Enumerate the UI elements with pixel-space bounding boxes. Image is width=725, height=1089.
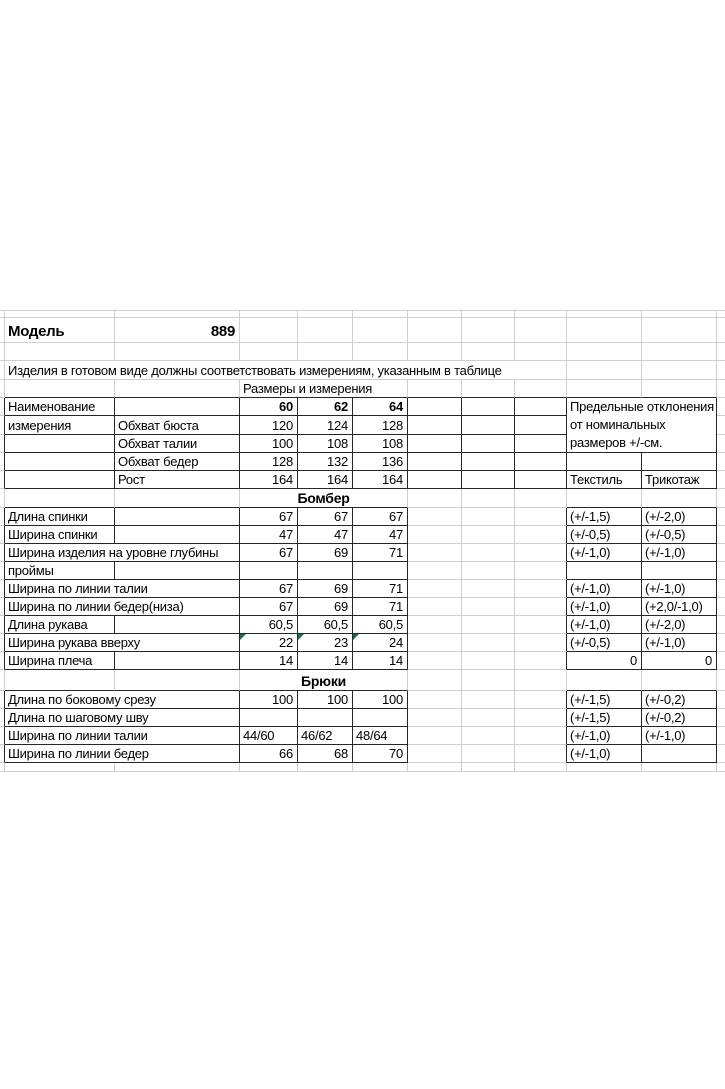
empty-cell[interactable] — [408, 508, 462, 526]
empty-cell[interactable] — [408, 709, 462, 727]
grid-cell — [717, 380, 725, 398]
empty-cell[interactable] — [515, 471, 567, 489]
row-label-cell[interactable]: Длина рукава — [5, 616, 115, 634]
textile-tolerance-cell[interactable]: (+/-1,5) — [567, 709, 642, 727]
knit-tolerance-cell[interactable]: (+/-0,5) — [642, 526, 717, 544]
empty-cell[interactable] — [115, 670, 240, 691]
tolerance-header-cell[interactable] — [567, 398, 717, 453]
grid-cell — [717, 745, 725, 763]
grid-cell — [717, 616, 725, 634]
grid-cell — [462, 763, 515, 772]
empty-cell[interactable] — [408, 598, 462, 616]
empty-cell[interactable] — [115, 508, 240, 526]
value-cell[interactable]: 71 — [353, 544, 408, 562]
measure-value-cell[interactable]: 124 — [298, 416, 353, 434]
grid-cell — [717, 361, 725, 380]
sheet-body — [0, 310, 725, 772]
tolerance-title-line: Предельные отклонения — [570, 399, 714, 414]
empty-cell[interactable] — [408, 471, 462, 489]
grid-cell — [567, 343, 642, 361]
textile-tolerance-cell[interactable]: (+/-0,5) — [567, 634, 642, 652]
empty-cell[interactable] — [408, 652, 462, 670]
knit-tolerance-cell[interactable] — [642, 745, 717, 763]
grid-cell — [717, 471, 725, 489]
measure-value-cell[interactable]: 164 — [298, 471, 353, 489]
empty-cell[interactable] — [5, 471, 115, 489]
grid-cell — [717, 508, 725, 526]
empty-cell[interactable] — [408, 691, 462, 709]
grid-cell — [717, 398, 725, 416]
value-cell[interactable]: 60,5 — [298, 616, 353, 634]
textile-tolerance-cell[interactable]: (+/-1,0) — [567, 745, 642, 763]
row-label-cell[interactable]: проймы — [5, 562, 115, 580]
empty-cell[interactable] — [462, 709, 515, 727]
knit-tolerance-cell[interactable]: (+/-1,0) — [642, 580, 717, 598]
grid-cell — [408, 763, 462, 772]
value-cell[interactable]: 44/60 — [240, 727, 298, 745]
empty-cell[interactable] — [462, 508, 515, 526]
empty-cell[interactable] — [515, 709, 567, 727]
cell-value: 22 — [279, 635, 293, 650]
grid-cell — [717, 318, 725, 343]
tolerance-title-line: размеров +/-см. — [570, 435, 663, 450]
measure-value-cell[interactable]: 128 — [353, 416, 408, 434]
empty-cell[interactable] — [462, 453, 515, 471]
value-cell[interactable]: 48/64 — [353, 727, 408, 745]
knit-tolerance-cell[interactable] — [642, 562, 717, 580]
empty-cell[interactable] — [462, 380, 515, 398]
grid-cell — [5, 310, 115, 318]
value-cell[interactable]: 69 — [298, 580, 353, 598]
grid-cell — [115, 310, 240, 318]
empty-cell[interactable] — [408, 580, 462, 598]
empty-cell[interactable] — [642, 489, 717, 508]
empty-cell[interactable] — [408, 526, 462, 544]
grid-cell — [462, 343, 515, 361]
grid-cell — [298, 763, 353, 772]
empty-cell[interactable] — [462, 745, 515, 763]
size-header-cell[interactable]: 62 — [298, 398, 353, 416]
empty-cell[interactable] — [462, 580, 515, 598]
grid-cell — [353, 763, 408, 772]
measure-label-cell[interactable]: Обхват бюста — [115, 416, 240, 434]
textile-tolerance-cell[interactable]: (+/-0,5) — [567, 526, 642, 544]
textile-tolerance-cell[interactable]: (+/-1,0) — [567, 544, 642, 562]
value-cell[interactable] — [353, 634, 408, 652]
grid-cell — [642, 318, 717, 343]
empty-cell[interactable] — [462, 544, 515, 562]
grid-cell — [642, 310, 717, 318]
note-cell[interactable]: Изделия в готовом виде должны соответствовать измерениям, указанным в таблице — [5, 361, 567, 380]
grid-cell — [298, 343, 353, 361]
empty-cell[interactable] — [408, 616, 462, 634]
grid-cell — [115, 343, 240, 361]
value-cell[interactable]: 60,5 — [353, 616, 408, 634]
textile-tolerance-cell[interactable] — [567, 562, 642, 580]
row-label-cell[interactable]: Ширина по линии талии — [5, 580, 240, 598]
textile-tolerance-cell[interactable]: (+/-1,0) — [567, 598, 642, 616]
empty-cell[interactable] — [115, 526, 240, 544]
measure-value-cell[interactable]: 128 — [240, 453, 298, 471]
error-flag-icon — [240, 634, 246, 640]
grid-cell — [717, 310, 725, 318]
value-cell[interactable] — [298, 562, 353, 580]
grid-cell — [717, 435, 725, 453]
value-cell[interactable]: 71 — [353, 580, 408, 598]
value-cell[interactable] — [353, 709, 408, 727]
grid-cell — [515, 343, 567, 361]
grid-cell — [717, 526, 725, 544]
textile-tolerance-cell[interactable]: 0 — [567, 652, 642, 670]
measure-value-cell[interactable]: 164 — [353, 471, 408, 489]
row-label-cell[interactable]: Ширина рукава вверху — [5, 634, 240, 652]
grid-cell — [567, 310, 642, 318]
empty-cell[interactable] — [115, 380, 240, 398]
empty-cell[interactable] — [5, 489, 115, 508]
grid-cell — [717, 562, 725, 580]
grid-cell — [353, 310, 408, 318]
empty-cell[interactable] — [115, 489, 240, 508]
knit-tolerance-cell[interactable]: (+2,0/-1,0) — [642, 598, 717, 616]
tolerance-title-line: от номинальных — [570, 417, 666, 432]
grid-cell — [298, 318, 353, 343]
grid-cell — [717, 416, 725, 434]
grid-cell — [717, 670, 725, 691]
knit-tolerance-cell[interactable]: (+/-2,0) — [642, 508, 717, 526]
value-cell[interactable]: 68 — [298, 745, 353, 763]
grid-cell — [717, 489, 725, 508]
knit-tolerance-cell[interactable]: (+/-0,2) — [642, 709, 717, 727]
grid-cell — [717, 598, 725, 616]
knit-header-cell[interactable]: Трикотаж — [642, 471, 717, 489]
textile-tolerance-cell[interactable]: (+/-1,5) — [567, 508, 642, 526]
empty-cell[interactable] — [408, 435, 462, 453]
empty-cell[interactable] — [462, 616, 515, 634]
empty-cell[interactable] — [515, 416, 567, 434]
empty-cell[interactable] — [515, 670, 567, 691]
grid-cell — [240, 763, 298, 772]
empty-cell[interactable] — [462, 634, 515, 652]
grid-cell — [353, 343, 408, 361]
empty-cell[interactable] — [462, 471, 515, 489]
measure-value-cell[interactable]: 132 — [298, 453, 353, 471]
empty-cell[interactable] — [462, 598, 515, 616]
empty-cell[interactable] — [115, 652, 240, 670]
empty-cell[interactable] — [462, 727, 515, 745]
measure-label-cell[interactable]: Обхват талии — [115, 435, 240, 453]
empty-cell[interactable] — [408, 562, 462, 580]
textile-tolerance-cell[interactable]: (+/-1,5) — [567, 691, 642, 709]
grid-cell — [717, 652, 725, 670]
grid-cell — [408, 318, 462, 343]
grid-cell — [717, 691, 725, 709]
grid-cell — [353, 318, 408, 343]
empty-cell[interactable] — [567, 489, 642, 508]
value-cell[interactable]: 70 — [353, 745, 408, 763]
row-label-cell[interactable]: Ширина по линии талии — [5, 727, 240, 745]
empty-cell[interactable] — [462, 652, 515, 670]
value-cell[interactable]: 14 — [353, 652, 408, 670]
textile-tolerance-cell[interactable]: (+/-1,0) — [567, 580, 642, 598]
value-cell[interactable]: 100 — [298, 691, 353, 709]
row-label-cell[interactable]: Ширина по линии бедер(низа) — [5, 598, 240, 616]
empty-cell[interactable] — [515, 652, 567, 670]
header-name-cell[interactable]: Наименование — [5, 398, 115, 416]
empty-cell[interactable] — [408, 453, 462, 471]
grid-cell — [240, 343, 298, 361]
empty-cell[interactable] — [515, 634, 567, 652]
grid-cell — [115, 763, 240, 772]
value-cell[interactable]: 67 — [240, 598, 298, 616]
value-cell[interactable]: 67 — [298, 508, 353, 526]
empty-cell[interactable] — [515, 489, 567, 508]
measure-value-cell[interactable]: 108 — [298, 435, 353, 453]
empty-cell[interactable] — [515, 380, 567, 398]
knit-tolerance-cell[interactable]: (+/-0,2) — [642, 691, 717, 709]
empty-cell[interactable] — [515, 727, 567, 745]
empty-cell[interactable] — [462, 489, 515, 508]
value-cell[interactable]: 14 — [298, 652, 353, 670]
empty-cell[interactable] — [567, 380, 642, 398]
spreadsheet-table — [0, 310, 725, 772]
row-label-cell[interactable]: Ширина плеча — [5, 652, 115, 670]
empty-cell[interactable] — [515, 691, 567, 709]
measure-label-cell[interactable]: Рост — [115, 471, 240, 489]
empty-cell[interactable] — [408, 727, 462, 745]
measure-value-cell[interactable]: 120 — [240, 416, 298, 434]
empty-cell[interactable] — [462, 398, 515, 416]
value-cell[interactable] — [240, 562, 298, 580]
grid-cell — [408, 310, 462, 318]
knit-tolerance-cell[interactable]: (+/-1,0) — [642, 727, 717, 745]
empty-cell[interactable] — [515, 453, 567, 471]
grid-cell — [567, 361, 642, 380]
measure-value-cell[interactable]: 136 — [353, 453, 408, 471]
value-cell[interactable]: 69 — [298, 598, 353, 616]
empty-cell[interactable] — [642, 380, 717, 398]
grid-cell — [567, 763, 642, 772]
table-title-cell[interactable]: Размеры и измерения — [240, 380, 408, 398]
grid-cell — [515, 763, 567, 772]
row-label-cell[interactable]: Длина по шаговому шву — [5, 709, 240, 727]
knit-tolerance-cell[interactable]: (+/-1,0) — [642, 634, 717, 652]
empty-cell[interactable] — [408, 489, 462, 508]
grid-cell — [717, 580, 725, 598]
model-label-cell[interactable]: Модель — [5, 318, 115, 343]
error-flag-icon — [298, 634, 304, 640]
measure-value-cell[interactable]: 108 — [353, 435, 408, 453]
value-cell[interactable]: 47 — [298, 526, 353, 544]
cell-value: 24 — [389, 635, 403, 650]
empty-cell[interactable] — [515, 544, 567, 562]
knit-tolerance-cell[interactable]: (+/-1,0) — [642, 544, 717, 562]
size-header-cell[interactable]: 60 — [240, 398, 298, 416]
empty-cell[interactable] — [5, 453, 115, 471]
empty-cell[interactable] — [115, 398, 240, 416]
empty-cell[interactable] — [408, 670, 462, 691]
empty-cell[interactable] — [462, 691, 515, 709]
textile-tolerance-cell[interactable]: (+/-1,0) — [567, 727, 642, 745]
value-cell[interactable]: 67 — [240, 580, 298, 598]
grid-cell — [298, 310, 353, 318]
empty-cell[interactable] — [515, 745, 567, 763]
empty-cell[interactable] — [408, 745, 462, 763]
value-cell[interactable] — [353, 562, 408, 580]
value-cell[interactable]: 46/62 — [298, 727, 353, 745]
empty-cell[interactable] — [515, 562, 567, 580]
grid-cell — [567, 318, 642, 343]
value-cell[interactable]: 47 — [353, 526, 408, 544]
empty-cell[interactable] — [408, 398, 462, 416]
row-label-cell[interactable]: Ширина изделия на уровне глубины — [5, 544, 240, 562]
empty-cell[interactable] — [462, 416, 515, 434]
grid-cell — [408, 343, 462, 361]
grid-cell — [462, 310, 515, 318]
empty-cell[interactable] — [642, 453, 717, 471]
grid-cell — [240, 318, 298, 343]
value-cell[interactable] — [298, 709, 353, 727]
grid-cell — [717, 544, 725, 562]
value-cell[interactable]: 14 — [240, 652, 298, 670]
empty-cell[interactable] — [462, 670, 515, 691]
cell-value: 23 — [334, 635, 348, 650]
grid-cell — [462, 318, 515, 343]
grid-cell — [5, 763, 115, 772]
textile-header-cell[interactable]: Текстиль — [567, 471, 642, 489]
empty-cell[interactable] — [462, 435, 515, 453]
size-header-cell[interactable]: 64 — [353, 398, 408, 416]
value-cell[interactable] — [240, 709, 298, 727]
row-label-cell[interactable]: Длина спинки — [5, 508, 115, 526]
empty-cell[interactable] — [115, 562, 240, 580]
value-cell[interactable]: 100 — [353, 691, 408, 709]
row-label-cell[interactable]: Длина по боковому срезу — [5, 691, 240, 709]
empty-cell[interactable] — [515, 508, 567, 526]
empty-cell[interactable] — [5, 435, 115, 453]
grid-cell — [240, 310, 298, 318]
value-cell[interactable]: 67 — [353, 508, 408, 526]
grid-cell — [717, 709, 725, 727]
measure-value-cell[interactable]: 100 — [240, 435, 298, 453]
section-title-cell[interactable]: Бомбер — [240, 489, 408, 508]
grid-cell — [515, 318, 567, 343]
empty-cell[interactable] — [462, 562, 515, 580]
value-cell[interactable]: 67 — [240, 544, 298, 562]
grid-cell — [717, 727, 725, 745]
value-cell[interactable]: 67 — [240, 508, 298, 526]
grid-cell — [717, 634, 725, 652]
empty-cell[interactable] — [5, 380, 115, 398]
error-flag-icon — [353, 634, 359, 640]
textile-tolerance-cell[interactable]: (+/-1,0) — [567, 616, 642, 634]
measure-label-cell[interactable]: Обхват бедер — [115, 453, 240, 471]
empty-cell[interactable] — [567, 453, 642, 471]
empty-cell[interactable] — [462, 526, 515, 544]
empty-cell[interactable] — [408, 416, 462, 434]
empty-cell[interactable] — [5, 670, 115, 691]
empty-cell[interactable] — [515, 580, 567, 598]
empty-cell[interactable] — [642, 670, 717, 691]
row-label-cell[interactable]: Ширина спинки — [5, 526, 115, 544]
empty-cell[interactable] — [408, 634, 462, 652]
grid-cell — [717, 453, 725, 471]
value-cell[interactable]: 71 — [353, 598, 408, 616]
empty-cell[interactable] — [408, 380, 462, 398]
grid-cell — [717, 763, 725, 772]
knit-tolerance-cell[interactable]: (+/-2,0) — [642, 616, 717, 634]
grid-cell — [5, 343, 115, 361]
value-cell[interactable]: 60,5 — [240, 616, 298, 634]
empty-cell[interactable] — [515, 598, 567, 616]
empty-cell[interactable] — [515, 435, 567, 453]
grid-cell — [515, 310, 567, 318]
measure-value-cell[interactable]: 164 — [240, 471, 298, 489]
grid-cell — [642, 763, 717, 772]
section-title-cell[interactable]: Брюки — [240, 670, 408, 691]
grid-cell — [717, 343, 725, 361]
empty-cell[interactable] — [515, 526, 567, 544]
grid-cell — [642, 361, 717, 380]
value-cell[interactable]: 69 — [298, 544, 353, 562]
row-label-cell[interactable]: Ширина по линии бедер — [5, 745, 240, 763]
model-number-cell[interactable]: 889 — [115, 318, 240, 343]
empty-cell[interactable] — [408, 544, 462, 562]
value-cell[interactable] — [298, 634, 353, 652]
empty-cell[interactable] — [567, 670, 642, 691]
grid-cell — [642, 343, 717, 361]
value-cell[interactable]: 47 — [240, 526, 298, 544]
empty-cell[interactable] — [115, 616, 240, 634]
knit-tolerance-cell[interactable]: 0 — [642, 652, 717, 670]
value-cell[interactable]: 66 — [240, 745, 298, 763]
header-name-cell[interactable]: измерения — [5, 416, 115, 434]
empty-cell[interactable] — [515, 398, 567, 416]
value-cell[interactable]: 100 — [240, 691, 298, 709]
value-cell[interactable] — [240, 634, 298, 652]
empty-cell[interactable] — [515, 616, 567, 634]
